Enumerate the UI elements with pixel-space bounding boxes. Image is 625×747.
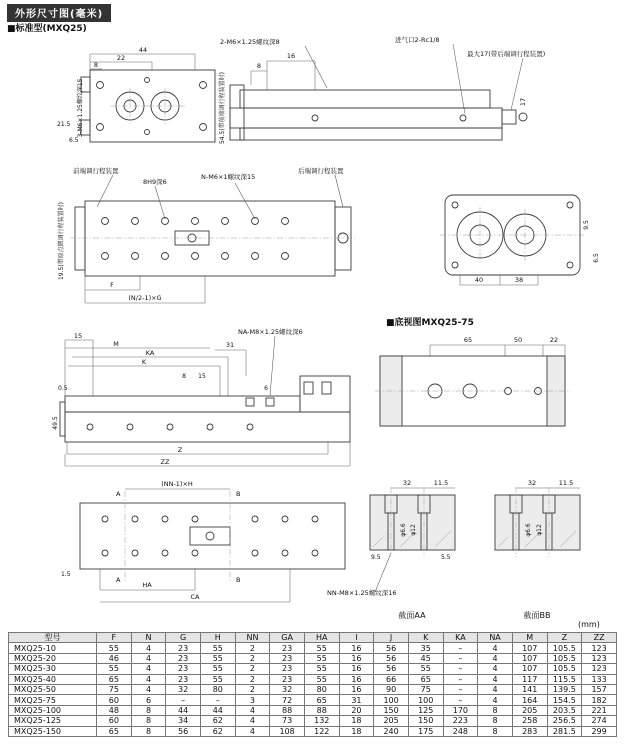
dim-label-F: F bbox=[110, 281, 114, 289]
value-cell: 31 bbox=[339, 695, 374, 705]
dim-label-50: 50 bbox=[513, 336, 523, 344]
value-cell: 100 bbox=[408, 695, 443, 705]
value-cell: 150 bbox=[408, 716, 443, 726]
value-cell: 4 bbox=[131, 664, 166, 674]
dim-label-bb-11-5: 11.5 bbox=[558, 479, 574, 487]
value-cell: 205 bbox=[374, 716, 409, 726]
section-mark-A-top: A bbox=[116, 490, 121, 498]
value-cell: 221 bbox=[582, 705, 617, 715]
value-cell: 4 bbox=[478, 653, 513, 663]
value-cell: 20 bbox=[339, 705, 374, 715]
value-cell: 45 bbox=[408, 653, 443, 663]
value-cell: 115.5 bbox=[547, 674, 582, 684]
value-cell: 55 bbox=[200, 674, 235, 684]
value-cell: – bbox=[443, 674, 478, 684]
dim-label-15b: 15 bbox=[198, 373, 206, 380]
value-cell: 203.5 bbox=[547, 705, 582, 715]
value-cell: – bbox=[443, 695, 478, 705]
value-cell: 16 bbox=[339, 684, 374, 694]
value-cell: 223 bbox=[443, 716, 478, 726]
value-cell: 3 bbox=[235, 695, 270, 705]
air-port-note: 进气口2-Rc1/8 bbox=[395, 36, 440, 44]
value-cell: 105.5 bbox=[547, 643, 582, 653]
column-header: H bbox=[200, 633, 235, 643]
dim-label-8b: 8 bbox=[256, 62, 262, 70]
column-header: NN bbox=[235, 633, 270, 643]
value-cell: 139.5 bbox=[547, 684, 582, 694]
dim-label-15a: 15 bbox=[73, 332, 83, 340]
value-cell: 125 bbox=[408, 705, 443, 715]
thread-nn-note: NN-M8×1.25螺纹深16 bbox=[327, 589, 397, 597]
value-cell: 105.5 bbox=[547, 653, 582, 663]
value-cell: 18 bbox=[339, 716, 374, 726]
value-cell: 4 bbox=[478, 674, 513, 684]
section-mark-A-bottom: A bbox=[116, 576, 121, 584]
thread-na-note: NA-M8×1.25螺纹深6 bbox=[238, 328, 303, 336]
dim-label-1-5: 1.5 bbox=[61, 571, 71, 578]
value-cell: 170 bbox=[443, 705, 478, 715]
column-header: K bbox=[408, 633, 443, 643]
dim-label-HA: HA bbox=[142, 581, 152, 589]
value-cell: 23 bbox=[270, 643, 305, 653]
value-cell: 56 bbox=[374, 664, 409, 674]
value-cell: 56 bbox=[374, 653, 409, 663]
standard-type-subtitle: ■标准型(MXQ25) bbox=[7, 24, 87, 34]
value-cell: 205 bbox=[512, 705, 547, 715]
dim-label-bb-d66: φ6.6 bbox=[525, 523, 532, 537]
value-cell: 281.5 bbox=[547, 726, 582, 736]
profile-body bbox=[60, 376, 350, 442]
column-header: 型号 bbox=[9, 633, 97, 643]
value-cell: 55 bbox=[304, 643, 339, 653]
bottom-view-title: ■底视图MXQ25-75 bbox=[386, 318, 474, 328]
value-cell: 4 bbox=[235, 716, 270, 726]
dim-label-8c: 8 bbox=[182, 373, 186, 380]
table-row bbox=[9, 664, 617, 674]
dim-label-8a: 8 bbox=[93, 61, 99, 69]
dim-label-17: 17 bbox=[519, 97, 527, 107]
side-view-body bbox=[230, 85, 527, 140]
hole-tolerance-note: 8H9深6 bbox=[143, 178, 167, 186]
value-cell: 256.5 bbox=[547, 716, 582, 726]
column-header: GA bbox=[270, 633, 305, 643]
value-cell: 66 bbox=[374, 674, 409, 684]
table-row bbox=[9, 653, 617, 663]
value-cell: – bbox=[200, 695, 235, 705]
value-cell: – bbox=[443, 664, 478, 674]
dimension-table-body bbox=[9, 643, 617, 737]
value-cell: 46 bbox=[97, 653, 132, 663]
dim-label-44: 44 bbox=[138, 46, 148, 54]
value-cell: 16 bbox=[339, 674, 374, 684]
value-cell: 23 bbox=[166, 674, 201, 684]
model-cell: MXQ25-40 bbox=[9, 674, 97, 684]
dim-label-49-5: 49.5 bbox=[52, 416, 59, 430]
dim-label-22b: 22 bbox=[549, 336, 559, 344]
table-row bbox=[9, 705, 617, 715]
value-cell: 55 bbox=[97, 664, 132, 674]
dim-label-6b: 6 bbox=[264, 385, 268, 392]
value-cell: 132 bbox=[304, 716, 339, 726]
value-cell: 182 bbox=[582, 695, 617, 705]
section-bb-caption: 截面BB bbox=[523, 611, 551, 620]
dim-label-aa-9-5: 9.5 bbox=[371, 554, 381, 561]
value-cell: 133 bbox=[582, 674, 617, 684]
value-cell: 18 bbox=[339, 726, 374, 736]
model-cell: MXQ25-75 bbox=[9, 695, 97, 705]
table-row bbox=[9, 684, 617, 694]
value-cell: 32 bbox=[166, 684, 201, 694]
model-cell: MXQ25-100 bbox=[9, 705, 97, 715]
thread-note-top: 2-M6×1.25螺纹深8 bbox=[220, 38, 280, 46]
value-cell: 2 bbox=[235, 684, 270, 694]
value-cell: 2 bbox=[235, 674, 270, 684]
value-cell: 73 bbox=[270, 716, 305, 726]
dim-label-6-5: 6.5 bbox=[69, 137, 79, 144]
table-row bbox=[9, 674, 617, 684]
value-cell: 123 bbox=[582, 643, 617, 653]
value-cell: 4 bbox=[478, 664, 513, 674]
value-cell: 2 bbox=[235, 653, 270, 663]
table-row bbox=[9, 643, 617, 653]
value-cell: 60 bbox=[97, 716, 132, 726]
dimension-table-header-row bbox=[9, 633, 617, 643]
page-title: 外形尺寸图(毫米) bbox=[7, 4, 111, 22]
value-cell: 6 bbox=[131, 695, 166, 705]
value-cell: 55 bbox=[200, 664, 235, 674]
value-cell: 55 bbox=[304, 664, 339, 674]
value-cell: 23 bbox=[166, 643, 201, 653]
plan-view-dimensions bbox=[90, 54, 195, 70]
value-cell: 55 bbox=[200, 643, 235, 653]
thread-na-leader bbox=[270, 336, 275, 396]
dim-label-M: M bbox=[113, 340, 119, 348]
value-cell: 56 bbox=[374, 643, 409, 653]
value-cell: 4 bbox=[131, 684, 166, 694]
column-header: F bbox=[97, 633, 132, 643]
value-cell: 141 bbox=[512, 684, 547, 694]
value-cell: 122 bbox=[304, 726, 339, 736]
section-bb-body bbox=[495, 487, 580, 557]
value-cell: 248 bbox=[443, 726, 478, 736]
front-adjuster-note: 前端调行程装置 bbox=[73, 167, 119, 175]
value-cell: 16 bbox=[339, 643, 374, 653]
value-cell: 108 bbox=[270, 726, 305, 736]
value-cell: 8 bbox=[131, 705, 166, 715]
value-cell: 88 bbox=[304, 705, 339, 715]
dim-label-aa-d66: φ6.6 bbox=[400, 523, 407, 537]
profile-dimensions bbox=[65, 340, 350, 466]
plan-view2-body bbox=[75, 201, 351, 276]
value-cell: 4 bbox=[478, 643, 513, 653]
max-stroke-note: 最大17(带后端调行程装置) bbox=[467, 50, 546, 58]
dim-label-K: K bbox=[141, 358, 147, 366]
column-header: KA bbox=[443, 633, 478, 643]
value-cell: 4 bbox=[131, 643, 166, 653]
value-cell: 4 bbox=[235, 705, 270, 715]
column-header: Z bbox=[547, 633, 582, 643]
section-mark-B-top: B bbox=[236, 490, 241, 498]
dim-label-aa-11-5: 11.5 bbox=[433, 479, 449, 487]
plan-view-centerlines bbox=[110, 88, 187, 124]
value-cell: – bbox=[443, 643, 478, 653]
dim-label-aa-d12: φ12 bbox=[410, 524, 417, 536]
value-cell: 80 bbox=[200, 684, 235, 694]
value-cell: 105.5 bbox=[547, 664, 582, 674]
front-stroke-note: 54.5(带前端调行程装置时) bbox=[219, 71, 226, 145]
dim-label-6-5b: 6.5 bbox=[593, 253, 600, 263]
value-cell: 34 bbox=[166, 716, 201, 726]
dim-label-22: 22 bbox=[116, 54, 126, 62]
value-cell: 107 bbox=[512, 664, 547, 674]
value-cell: 23 bbox=[270, 664, 305, 674]
value-cell: 32 bbox=[270, 684, 305, 694]
value-cell: 75 bbox=[97, 684, 132, 694]
value-cell: 240 bbox=[374, 726, 409, 736]
value-cell: 23 bbox=[166, 664, 201, 674]
value-cell: 65 bbox=[304, 695, 339, 705]
table-row bbox=[9, 726, 617, 736]
model-cell: MXQ25-20 bbox=[9, 653, 97, 663]
origin-adjuster-note: 19.5(带原点微调行程装置时) bbox=[58, 201, 65, 281]
value-cell: 107 bbox=[512, 643, 547, 653]
rear-adjuster-note: 后端调行程装置 bbox=[298, 167, 344, 175]
value-cell: 157 bbox=[582, 684, 617, 694]
bottom-view-75-dimensions bbox=[430, 345, 565, 356]
value-cell: 8 bbox=[131, 716, 166, 726]
value-cell: 2 bbox=[235, 664, 270, 674]
value-cell: 55 bbox=[97, 643, 132, 653]
section-mark-B-bottom: B bbox=[236, 576, 241, 584]
dim-label-Z: Z bbox=[177, 446, 183, 454]
value-cell: 299 bbox=[582, 726, 617, 736]
value-cell: 107 bbox=[512, 653, 547, 663]
dim-label-16: 16 bbox=[286, 52, 296, 60]
value-cell: 23 bbox=[166, 653, 201, 663]
value-cell: 62 bbox=[200, 716, 235, 726]
plan-view2-leaders bbox=[97, 175, 343, 219]
column-header: I bbox=[339, 633, 374, 643]
unit-label: (mm) bbox=[578, 620, 600, 629]
drawing-middle-views bbox=[55, 163, 610, 315]
value-cell: 80 bbox=[304, 684, 339, 694]
model-cell: MXQ25-10 bbox=[9, 643, 97, 653]
value-cell: 55 bbox=[408, 664, 443, 674]
value-cell: 62 bbox=[200, 726, 235, 736]
value-cell: – bbox=[443, 653, 478, 663]
value-cell: 56 bbox=[166, 726, 201, 736]
model-cell: MXQ25-50 bbox=[9, 684, 97, 694]
value-cell: 8 bbox=[478, 726, 513, 736]
value-cell: 16 bbox=[339, 653, 374, 663]
end-view-dimensions bbox=[460, 275, 538, 285]
dim-label-NNH: (NN-1)×H bbox=[161, 480, 193, 488]
column-header: N bbox=[131, 633, 166, 643]
dim-label-21-5: 21.5 bbox=[57, 121, 71, 128]
drawing-bottom-sections bbox=[55, 475, 615, 625]
dim-label-aa-5-5: 5.5 bbox=[441, 554, 451, 561]
value-cell: 23 bbox=[270, 674, 305, 684]
value-cell: 60 bbox=[97, 695, 132, 705]
value-cell: 48 bbox=[97, 705, 132, 715]
value-cell: 75 bbox=[408, 684, 443, 694]
value-cell: 175 bbox=[408, 726, 443, 736]
dim-label-NG: (N/2-1)×G bbox=[128, 294, 162, 302]
dim-label-9-5: 9.5 bbox=[583, 220, 590, 230]
value-cell: 8 bbox=[478, 705, 513, 715]
model-cell: MXQ25-125 bbox=[9, 716, 97, 726]
value-cell: 8 bbox=[478, 716, 513, 726]
value-cell: 4 bbox=[478, 684, 513, 694]
value-cell: 4 bbox=[235, 726, 270, 736]
value-cell: 44 bbox=[200, 705, 235, 715]
value-cell: 283 bbox=[512, 726, 547, 736]
drawing-top-views bbox=[55, 30, 610, 163]
value-cell: 150 bbox=[374, 705, 409, 715]
value-cell: 35 bbox=[408, 643, 443, 653]
model-cell: MXQ25-150 bbox=[9, 726, 97, 736]
value-cell: 65 bbox=[408, 674, 443, 684]
value-cell: 117 bbox=[512, 674, 547, 684]
model-cell: MXQ25-30 bbox=[9, 664, 97, 674]
column-header: ZZ bbox=[582, 633, 617, 643]
value-cell: 4 bbox=[131, 674, 166, 684]
bottom-view-75-body bbox=[375, 356, 570, 426]
dim-label-aa-32: 32 bbox=[402, 479, 412, 487]
dim-label-65: 65 bbox=[463, 336, 473, 344]
value-cell: 123 bbox=[582, 664, 617, 674]
value-cell: 4 bbox=[131, 653, 166, 663]
value-cell: 258 bbox=[512, 716, 547, 726]
bottom-plan-dimensions bbox=[100, 489, 290, 602]
column-header: HA bbox=[304, 633, 339, 643]
drawing-side-profile bbox=[50, 318, 615, 480]
table-row bbox=[9, 716, 617, 726]
value-cell: 2 bbox=[235, 643, 270, 653]
value-cell: 44 bbox=[166, 705, 201, 715]
dim-label-31: 31 bbox=[225, 341, 235, 349]
table-row bbox=[9, 695, 617, 705]
value-cell: 55 bbox=[200, 653, 235, 663]
value-cell: 88 bbox=[270, 705, 305, 715]
value-cell: 8 bbox=[131, 726, 166, 736]
value-cell: 123 bbox=[582, 653, 617, 663]
section-aa-caption: 截面AA bbox=[398, 611, 426, 620]
dim-label-CA: CA bbox=[190, 593, 200, 601]
value-cell: – bbox=[443, 684, 478, 694]
value-cell: 55 bbox=[304, 653, 339, 663]
value-cell: 100 bbox=[374, 695, 409, 705]
thread-count-note: N-M6×1螺纹深15 bbox=[201, 173, 256, 181]
dim-label-40: 40 bbox=[474, 276, 484, 284]
value-cell: 274 bbox=[582, 716, 617, 726]
dim-label-bb-d12: φ12 bbox=[536, 524, 543, 536]
end-view-centerlines bbox=[440, 207, 585, 263]
column-header: NA bbox=[478, 633, 513, 643]
dimension-table bbox=[8, 632, 617, 737]
section-aa-body bbox=[370, 487, 455, 557]
value-cell: 65 bbox=[97, 674, 132, 684]
bottom-plan-body bbox=[80, 503, 345, 569]
value-cell: 164 bbox=[512, 695, 547, 705]
value-cell: 55 bbox=[304, 674, 339, 684]
value-cell: 72 bbox=[270, 695, 305, 705]
thread-note-left: 3-M6×1.25螺纹深15 bbox=[77, 78, 84, 138]
column-header: G bbox=[166, 633, 201, 643]
value-cell: 23 bbox=[270, 653, 305, 663]
value-cell: – bbox=[166, 695, 201, 705]
value-cell: 65 bbox=[97, 726, 132, 736]
dim-label-ZZ: ZZ bbox=[160, 458, 170, 466]
value-cell: 16 bbox=[339, 664, 374, 674]
dim-label-0-5: 0.5 bbox=[58, 385, 68, 392]
column-header: J bbox=[374, 633, 409, 643]
value-cell: 4 bbox=[478, 695, 513, 705]
value-cell: 90 bbox=[374, 684, 409, 694]
column-header: M bbox=[512, 633, 547, 643]
dim-label-KA: KA bbox=[145, 349, 155, 357]
value-cell: 154.5 bbox=[547, 695, 582, 705]
dim-label-bb-32: 32 bbox=[527, 479, 537, 487]
dim-label-38: 38 bbox=[514, 276, 524, 284]
